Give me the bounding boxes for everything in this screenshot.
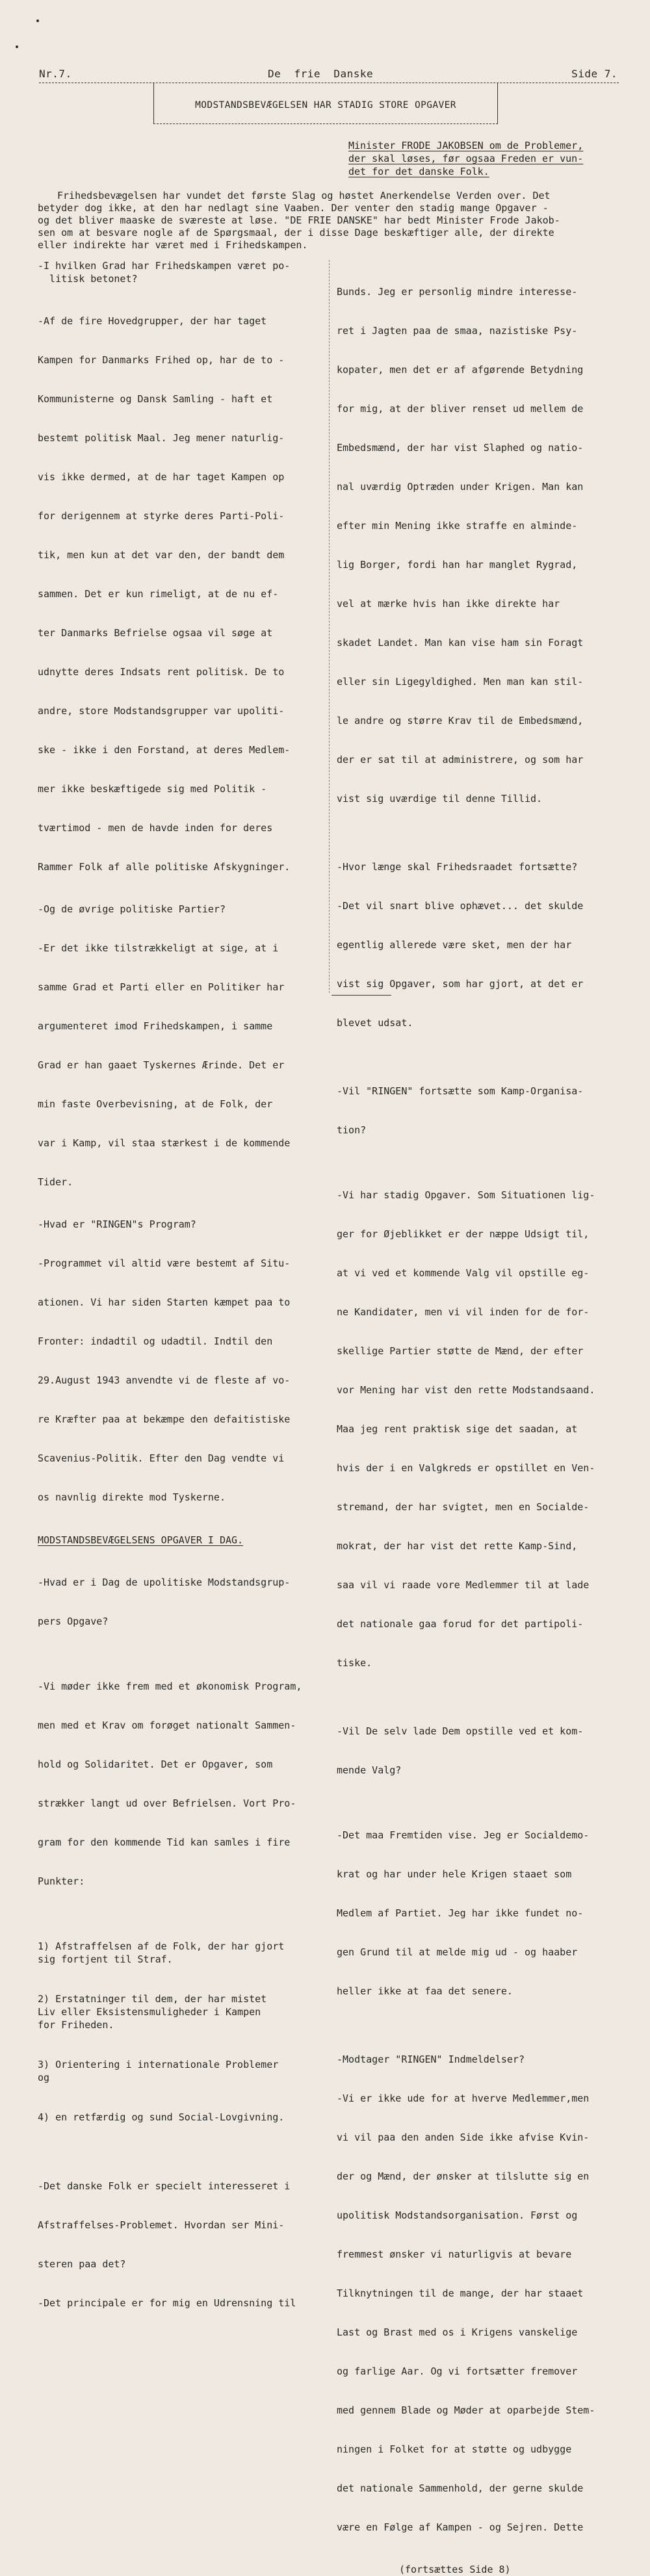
text-line: 1) Afstraffelsen af de Folk, der har gjort	[38, 1940, 285, 1952]
text-line: med gennem Blade og Møder at oparbejde Stem-	[337, 2404, 595, 2416]
text-line: Kommunisterne og Dansk Samling - haft et	[38, 393, 273, 405]
text-line: Embedsmænd, der har vist Slaphed og natio-	[337, 442, 584, 454]
text-line: efter min Mening ikke straffe en alminde-	[337, 520, 578, 532]
text-line: ret i Jagten paa de smaa, nazistiske Psy-	[337, 325, 578, 337]
list-item	[38, 1992, 324, 2031]
ink-speck	[16, 45, 18, 48]
text-line: Bunds. Jeg er personlig mindre interesse-	[337, 286, 578, 298]
text-line: le andre og større Krav til de Embedsmænd,	[337, 715, 584, 727]
text-line: -Det maa Fremtiden vise. Jeg er Socialdemo-	[337, 1829, 590, 1841]
text-line: sig fortjent til Straf.	[38, 1953, 173, 1965]
question-paragraph	[337, 1059, 623, 1163]
text-line: blevet udsat.	[337, 1017, 413, 1029]
text-line: vor Mening har vist den rette Modstandsaand.	[337, 1384, 595, 1396]
column-divider	[329, 260, 330, 993]
section-title: MODSTANDSBEVÆGELSENS OPGAVER I DAG.	[38, 1534, 244, 1546]
text-line: gram for den kommende Tid kan samles i fire	[38, 1836, 291, 1848]
subtitle-line: det for det danske Folk.	[348, 166, 489, 177]
intro-line: eller indirekte har været med i Frihedskampen.	[38, 239, 308, 251]
text-line: Maa jeg rent praktisk sige det saadan, at	[337, 1423, 578, 1435]
text-line: -Hvor længe skal Frihedsraadet fortsætte?	[337, 861, 578, 873]
text-line: være en Følge af Kampen - og Sejren. Dette	[337, 2521, 584, 2533]
text-line: andre, store Modstandsgrupper var upoliti-	[38, 705, 285, 717]
paper-specks	[36, 19, 40, 23]
text-line: lig Borger, fordi han har manglet Rygrad,	[337, 559, 578, 571]
text-line: skellige Partier støtte de Mænd, der efter	[337, 1345, 584, 1357]
text-line: Fronter: indadtil og udadtil. Indtil den	[38, 1335, 273, 1347]
text-line: -Vi er ikke ude for at hverve Medlemmer,men	[337, 2093, 590, 2104]
text-line: steren paa det?	[38, 2258, 126, 2270]
text-line: saa vil vi raade vore Medlemmer til at lade	[337, 1579, 590, 1591]
text-line: -I hvilken Grad har Frihedskampen været po-	[38, 260, 291, 272]
text-line: mer ikke beskæftigede sig med Politik -	[38, 783, 267, 795]
text-line: ne Kandidater, men vi vil inden for de for-	[337, 1306, 590, 1318]
text-line: Afstraffelses-Problemet. Hvordan ser Mini-	[38, 2219, 285, 2231]
text-line: for mig, at der bliver renset ud mellem de	[337, 403, 584, 415]
text-line: Grad er han gaaet Tyskernes Ærinde. Det er	[38, 1059, 285, 1071]
text-line: -Af de fire Hovedgrupper, der har taget	[38, 315, 267, 327]
text-line: udnytte deres Indsats rent politisk. De to	[38, 666, 285, 678]
text-line: -Hvad er i Dag de upolitiske Modstandsgrup-	[38, 1577, 291, 1588]
section-heading	[38, 1534, 324, 1547]
list-item	[38, 2058, 324, 2084]
text-line: vist sig Opgaver, som har gjort, at det er	[337, 978, 584, 990]
text-line: -Det danske Folk er specielt interesseret i	[38, 2180, 291, 2192]
text-line: ske - ikke i den Forstand, at deres Medlem-	[38, 744, 291, 756]
text-line: -Modtager "RINGEN" Indmeldelser?	[337, 2054, 525, 2065]
continued-note: (fortsættes Side 8)	[399, 2564, 511, 2575]
text-line: fremmest ønsker vi naturligvis at bevare	[337, 2248, 572, 2260]
article-intro	[38, 190, 623, 251]
text-line: ningen i Folket for at støtte og udbygge	[337, 2443, 572, 2455]
text-line: re Kræfter paa at bekæmpe den defaitistiske	[38, 1413, 291, 1425]
text-line: egentlig allerede være sket, men der har	[337, 939, 572, 951]
text-line: -Vi møder ikke frem med et økonomisk Program,	[38, 1681, 302, 1692]
text-line: 2) Erstatninger til dem, der har mistet	[38, 1993, 267, 2005]
answer-paragraph	[337, 1803, 623, 2024]
text-line: der og Mænd, der ønsker at tilslutte sig en	[337, 2170, 590, 2182]
text-line: nal uværdig Optræden under Krigen. Man kan	[337, 481, 584, 493]
text-line: Kampen for Danmarks Frihed op, har de to -	[38, 354, 285, 366]
answer-paragraph	[337, 834, 623, 1055]
text-line: for derigennem at styrke deres Parti-Poli-	[38, 510, 285, 522]
text-line: stremand, der har svigtet, men en Socialde-	[337, 1501, 590, 1513]
text-line: -Programmet vil altid være bestemt af Situ-	[38, 1257, 291, 1269]
text-line: sammen. Det er kun rimeligt, at de nu ef-	[38, 588, 279, 600]
text-line: Medlem af Partiet. Jeg har ikke fundet no-	[337, 1907, 584, 1919]
text-line: Liv eller Eksistensmuligheder i Kampen	[38, 2006, 261, 2018]
page-header	[39, 68, 618, 83]
issue-number: Nr.7.	[39, 68, 72, 80]
article-subtitle	[348, 139, 615, 178]
answer-paragraph	[337, 1163, 623, 1695]
subtitle-line: Minister FRODE JAKOBSEN om de Problemer,	[348, 140, 584, 151]
answer-paragraph	[337, 259, 623, 831]
text-line: upolitisk Modstandsorganisation. Først og	[337, 2209, 578, 2221]
text-line: -Det principale er for mig en Udrensning til	[38, 2297, 296, 2309]
text-line: -Og de øvrige politiske Partier?	[38, 903, 226, 915]
text-line: tiske.	[337, 1657, 372, 1669]
article-title: MODSTANDSBEVÆGELSEN HAR STADIG STORE OPGAVER	[195, 100, 456, 110]
text-line: 3) Orientering i internationale Problemer	[38, 2059, 279, 2070]
text-line: Rammer Folk af alle politiske Afskygninger.	[38, 861, 291, 873]
question-paragraph	[38, 1550, 324, 1654]
answer-paragraph	[38, 289, 324, 899]
text-line: tion?	[337, 1124, 367, 1136]
intro-line: sen om at besvare nogle af de Spørgsmaal, der i disse Dage beskæftiger alle, der direkte	[38, 227, 554, 238]
left-column	[38, 259, 324, 2339]
text-line: 4) en retfærdig og sund Social-Lovgivning.	[38, 2111, 285, 2123]
text-line: strækker langt ud over Befrielsen. Vort Pro-	[38, 1797, 296, 1809]
text-line: argumenteret imod Frihedskampen, i samme	[38, 1020, 273, 1032]
answer-paragraph	[38, 1654, 324, 1914]
text-line: vis ikke dermed, at de har taget Kampen op	[38, 471, 285, 483]
text-line: ter Danmarks Befrielse ogsaa vil søge at	[38, 627, 273, 639]
text-line: bestemt politisk Maal. Jeg mener naturlig-	[38, 432, 285, 444]
text-line: men med et Krav om forøget nationalt Sammen-	[38, 1719, 296, 1731]
text-line: det nationale Sammenhold, der gerne skulde	[337, 2482, 584, 2494]
question-paragraph	[38, 1218, 324, 1231]
intro-line: Frihedsbevægelsen har vundet det første Slag og høstet Anerkendelse Verden over. Det	[57, 190, 551, 201]
text-line: -Er det ikke tilstrækkeligt at sige, at i	[38, 942, 279, 954]
text-line: pers Opgave?	[38, 1616, 109, 1627]
text-line: og	[38, 2072, 50, 2083]
text-line: -Hvad er "RINGEN"s Program?	[38, 1218, 196, 1230]
text-line: os navnlig direkte mod Tyskerne.	[38, 1491, 226, 1503]
answer-paragraph	[38, 916, 324, 1215]
text-line: var i Kamp, vil staa stærkest i de kommende	[38, 1137, 291, 1149]
title-box	[153, 83, 498, 124]
text-line: tik, men kun at det var den, der bandt dem	[38, 549, 285, 561]
text-line: Scavenius-Politik. Efter den Dag vendte vi	[38, 1452, 285, 1464]
text-line: Tilknytningen til de mange, der har staaet	[337, 2287, 584, 2299]
text-line: Punkter:	[38, 1875, 85, 1887]
text-line: vi vil paa den anden Side ikke afvise Kvin-	[337, 2132, 590, 2143]
text-line: mokrat, der har vist det rette Kamp-Sind,	[337, 1540, 578, 1552]
text-line: at vi ved et kommende Valg vil opstille eg-	[337, 1267, 590, 1279]
text-line: Last og Brast med os i Krigens vanskelige	[337, 2326, 578, 2338]
text-line: -Vi har stadig Opgaver. Som Situationen lig-	[337, 1189, 595, 1201]
intro-line: og det bliver maaske de sværeste at løse. "DE FRIE DANSKE" har bedt Minister Frode Jakob-	[38, 214, 560, 226]
list-item	[38, 1940, 324, 1966]
text-line: min faste Overbevisning, at de Folk, der	[38, 1098, 273, 1110]
text-line: eller sin Ligegyldighed. Men man kan stil-	[337, 676, 584, 688]
text-line: vel at mærke hvis han ikke direkte har	[337, 598, 560, 610]
list-item	[38, 2111, 324, 2124]
page-number: Side 7.	[571, 68, 618, 80]
text-line: Tider.	[38, 1176, 73, 1188]
program-list	[38, 1914, 324, 2150]
text-line: tværtimod - men de havde inden for deres	[38, 822, 273, 834]
question-paragraph	[38, 903, 324, 916]
text-line: hvis der i en Valgkreds er opstillet en Ven-	[337, 1462, 595, 1474]
text-line: -Vil De selv lade Dem opstille ved et kom-	[337, 1725, 584, 1737]
text-line: 29.August 1943 anvendte vi de fleste af vo-	[38, 1374, 291, 1386]
text-line: mende Valg?	[337, 1764, 402, 1776]
text-line: litisk betonet?	[38, 273, 138, 285]
footer-rule	[332, 995, 391, 996]
text-line: det nationale gaa forud for det partipoli-	[337, 1618, 584, 1630]
text-line: der er sat til at administrere, og som har	[337, 754, 584, 766]
text-line: krat og har under hele Krigen staaet som	[337, 1868, 572, 1880]
text-line: ger for Øjeblikket er der næppe Udsigt til,	[337, 1228, 590, 1240]
text-line: skadet Landet. Man kan vise ham sin Foragt	[337, 637, 584, 649]
question-paragraph	[337, 1699, 623, 1803]
text-line: gen Grund til at melde mig ud - og haaber	[337, 1946, 578, 1958]
question-paragraph	[38, 259, 324, 285]
publication-name: De frie Danske	[268, 68, 374, 80]
text-line: ationen. Vi har siden Starten kæmpet paa to	[38, 1296, 291, 1308]
answer-paragraph	[337, 2027, 623, 2560]
text-line: hold og Solidaritet. Det er Opgaver, som	[38, 1758, 273, 1770]
text-line: -Vil "RINGEN" fortsætte som Kamp-Organisa-	[337, 1085, 584, 1097]
ink-speck	[36, 19, 39, 22]
text-line: for Friheden.	[38, 2019, 114, 2031]
text-line: og farlige Aar. Og vi fortsætter fremover	[337, 2365, 578, 2377]
text-line: heller ikke at faa det senere.	[337, 1985, 513, 1997]
question-paragraph	[38, 2154, 324, 2336]
text-line: samme Grad et Parti eller en Politiker har	[38, 981, 285, 993]
text-line: vist sig uværdige til denne Tillid.	[337, 793, 543, 805]
right-column	[337, 259, 623, 2576]
answer-paragraph	[38, 1231, 324, 1530]
intro-line: betyder dog ikke, at den har nedlagt sine Vaaben. Der venter den stadig mange Opgaver -	[38, 202, 549, 214]
subtitle-line: der skal løses, før ogsaa Freden er vun-	[348, 153, 584, 164]
text-line: kopater, men det er af afgørende Betydning	[337, 364, 584, 376]
text-line: -Det vil snart blive ophævet... det skulde	[337, 900, 584, 912]
